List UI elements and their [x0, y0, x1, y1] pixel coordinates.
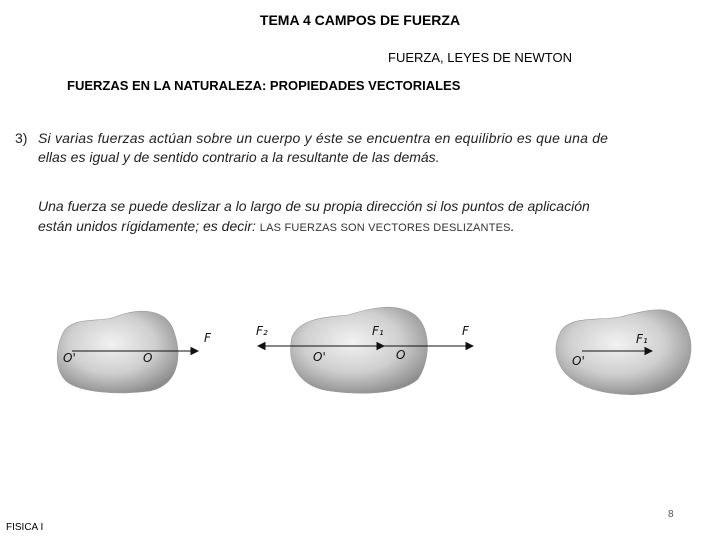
figure-1-label-f: F: [204, 331, 211, 345]
course-label: FISICA I: [6, 522, 44, 533]
figure-1-label-o-prime: O': [63, 351, 76, 365]
figure-3-label-o-prime: O': [572, 354, 585, 368]
figure-2-label-o-prime: O': [313, 350, 326, 364]
figure-1-label-o: O: [143, 351, 153, 365]
item-number: 3): [15, 130, 28, 146]
paragraph-1-line-2: ellas es igual y de sentido contrario a la resultante de las demás.: [38, 149, 440, 165]
paragraph-2-end: .: [510, 218, 515, 234]
page-number: 8: [668, 509, 674, 520]
paragraph-2-line-1: Una fuerza se puede deslizar a lo largo de su propia dirección si los puntos de aplicación: [38, 198, 590, 214]
paragraph-2-line-2: [38, 218, 515, 234]
paragraph-2-prefix: están unidos rígidamente; es decir:: [38, 218, 256, 234]
page-subtitle: FUERZA, LEYES DE NEWTON: [388, 50, 572, 65]
figure-2-body: [291, 307, 428, 393]
figure-2-label-o: O: [396, 348, 406, 362]
figure-2-label-f2: F₂: [256, 324, 268, 338]
paragraph-2-caps: LAS FUERZAS SON VECTORES DESLIZANTES: [259, 222, 511, 234]
figure-3-label-f1: F₁: [636, 332, 648, 346]
figure-2-label-f1: F₁: [372, 324, 384, 338]
page-title: TEMA 4 CAMPOS DE FUERZA: [259, 12, 461, 28]
figure-2-label-f: F: [462, 324, 469, 338]
paragraph-1-line-1: Si varias fuerzas actúan sobre un cuerpo y éste se encuentra en equilibrio es que una de: [38, 130, 609, 146]
section-heading: FUERZAS EN LA NATURALEZA: PROPIEDADES VECTORIALES: [67, 78, 461, 93]
figure-3-body: [556, 310, 691, 395]
sliding-vectors-figure: [0, 295, 720, 415]
